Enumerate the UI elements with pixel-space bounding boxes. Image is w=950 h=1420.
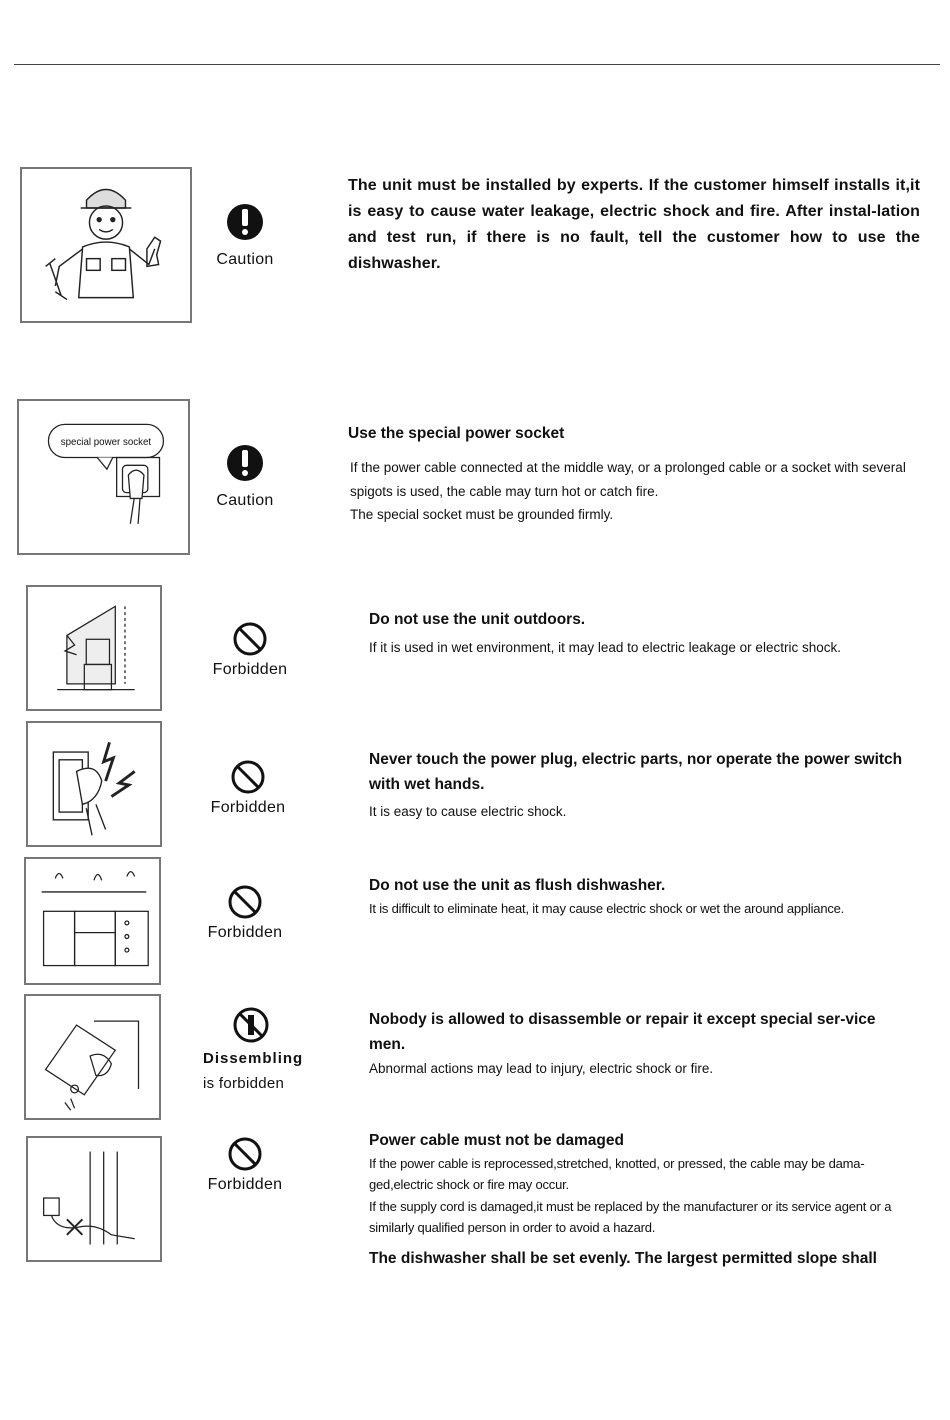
technician-illustration <box>20 167 192 323</box>
disassembly-symbol <box>197 1006 317 1096</box>
power-socket-illustration <box>17 399 190 555</box>
forbidden-label-1: Forbidden <box>212 661 288 678</box>
forbidden-icon <box>227 1136 263 1172</box>
flush-heading: Do not use the unit as flush dishwasher. <box>369 877 666 894</box>
forbidden-label-4: Forbidden <box>207 1176 283 1193</box>
forbidden-symbol-4 <box>200 1136 290 1197</box>
outdoor-illustration <box>26 585 162 711</box>
forbidden-symbol-3 <box>200 884 290 945</box>
caution-label-2: Caution <box>216 492 274 509</box>
wet-hands-illustration <box>26 721 162 847</box>
forbidden-symbol-1 <box>205 621 295 682</box>
disassembly-illustration <box>24 994 161 1120</box>
disassembly-label-2: is forbidden <box>203 1075 285 1092</box>
caution-icon <box>226 203 264 241</box>
disassembly-forbidden-icon <box>232 1006 270 1044</box>
forbidden-symbol-2 <box>203 759 293 820</box>
socket-heading: Use the special power socket <box>348 425 565 442</box>
socket-body: If the power cable connected at the middle way, or a prolonged cable or a socket with several spigots is used, the cable may turn hot or catch fire. <box>350 460 906 499</box>
installation-warning: The unit must be installed by experts. If the customer himself installs it,it is easy to cause water leakage, electric shock and fire. After instal-lation and test run, if there is no fault, tell the customer how to use the dishwasher. <box>348 177 920 272</box>
caution-icon <box>226 444 264 482</box>
wet-hands-body: It is easy to cause electric shock. <box>369 804 567 819</box>
socket-ground-note: The special socket must be grounded firmly. <box>350 507 614 522</box>
caution-symbol <box>205 203 285 272</box>
forbidden-label-2: Forbidden <box>210 799 286 816</box>
level-installation-note: The dishwasher shall be set evenly. The largest permitted slope shall <box>369 1250 877 1267</box>
cable-heading: Power cable must not be damaged <box>369 1132 624 1149</box>
disassembly-body: Abnormal actions may lead to injury, electric shock or fire. <box>369 1061 714 1076</box>
forbidden-icon <box>227 884 263 920</box>
caution-symbol-2 <box>205 444 285 513</box>
disassembly-heading: Nobody is allowed to disassemble or repair it except special ser-vice men. <box>369 1011 876 1053</box>
cable-body: If the power cable is reprocessed,stretched, knotted, or pressed, the cable may be dama-ged,electric shock or fire may occur. <box>369 1156 865 1192</box>
wet-hands-heading: Never touch the power plug, electric parts, nor operate the power switch with wet hands. <box>369 751 903 793</box>
damaged-cable-illustration <box>26 1136 162 1262</box>
cable-replacement-note: If the supply cord is damaged,it must be replaced by the manufacturer or its service agent or a similarly qualified person in order to avoid a hazard. <box>369 1199 892 1235</box>
forbidden-label-3: Forbidden <box>207 924 283 941</box>
caution-label: Caution <box>216 251 274 268</box>
forbidden-icon <box>230 759 266 795</box>
outdoors-body: If it is used in wet environment, it may lead to electric leakage or electric shock. <box>369 640 841 655</box>
flush-kitchen-illustration <box>24 857 161 985</box>
header-rule <box>14 64 940 65</box>
outdoors-heading: Do not use the unit outdoors. <box>369 611 586 628</box>
bubble-label: special power socket <box>60 436 152 448</box>
forbidden-icon <box>232 621 268 657</box>
flush-body: It is difficult to eliminate heat, it may cause electric shock or wet the around appliance. <box>369 901 845 916</box>
disassembly-label-1: Dissembling <box>203 1050 304 1067</box>
